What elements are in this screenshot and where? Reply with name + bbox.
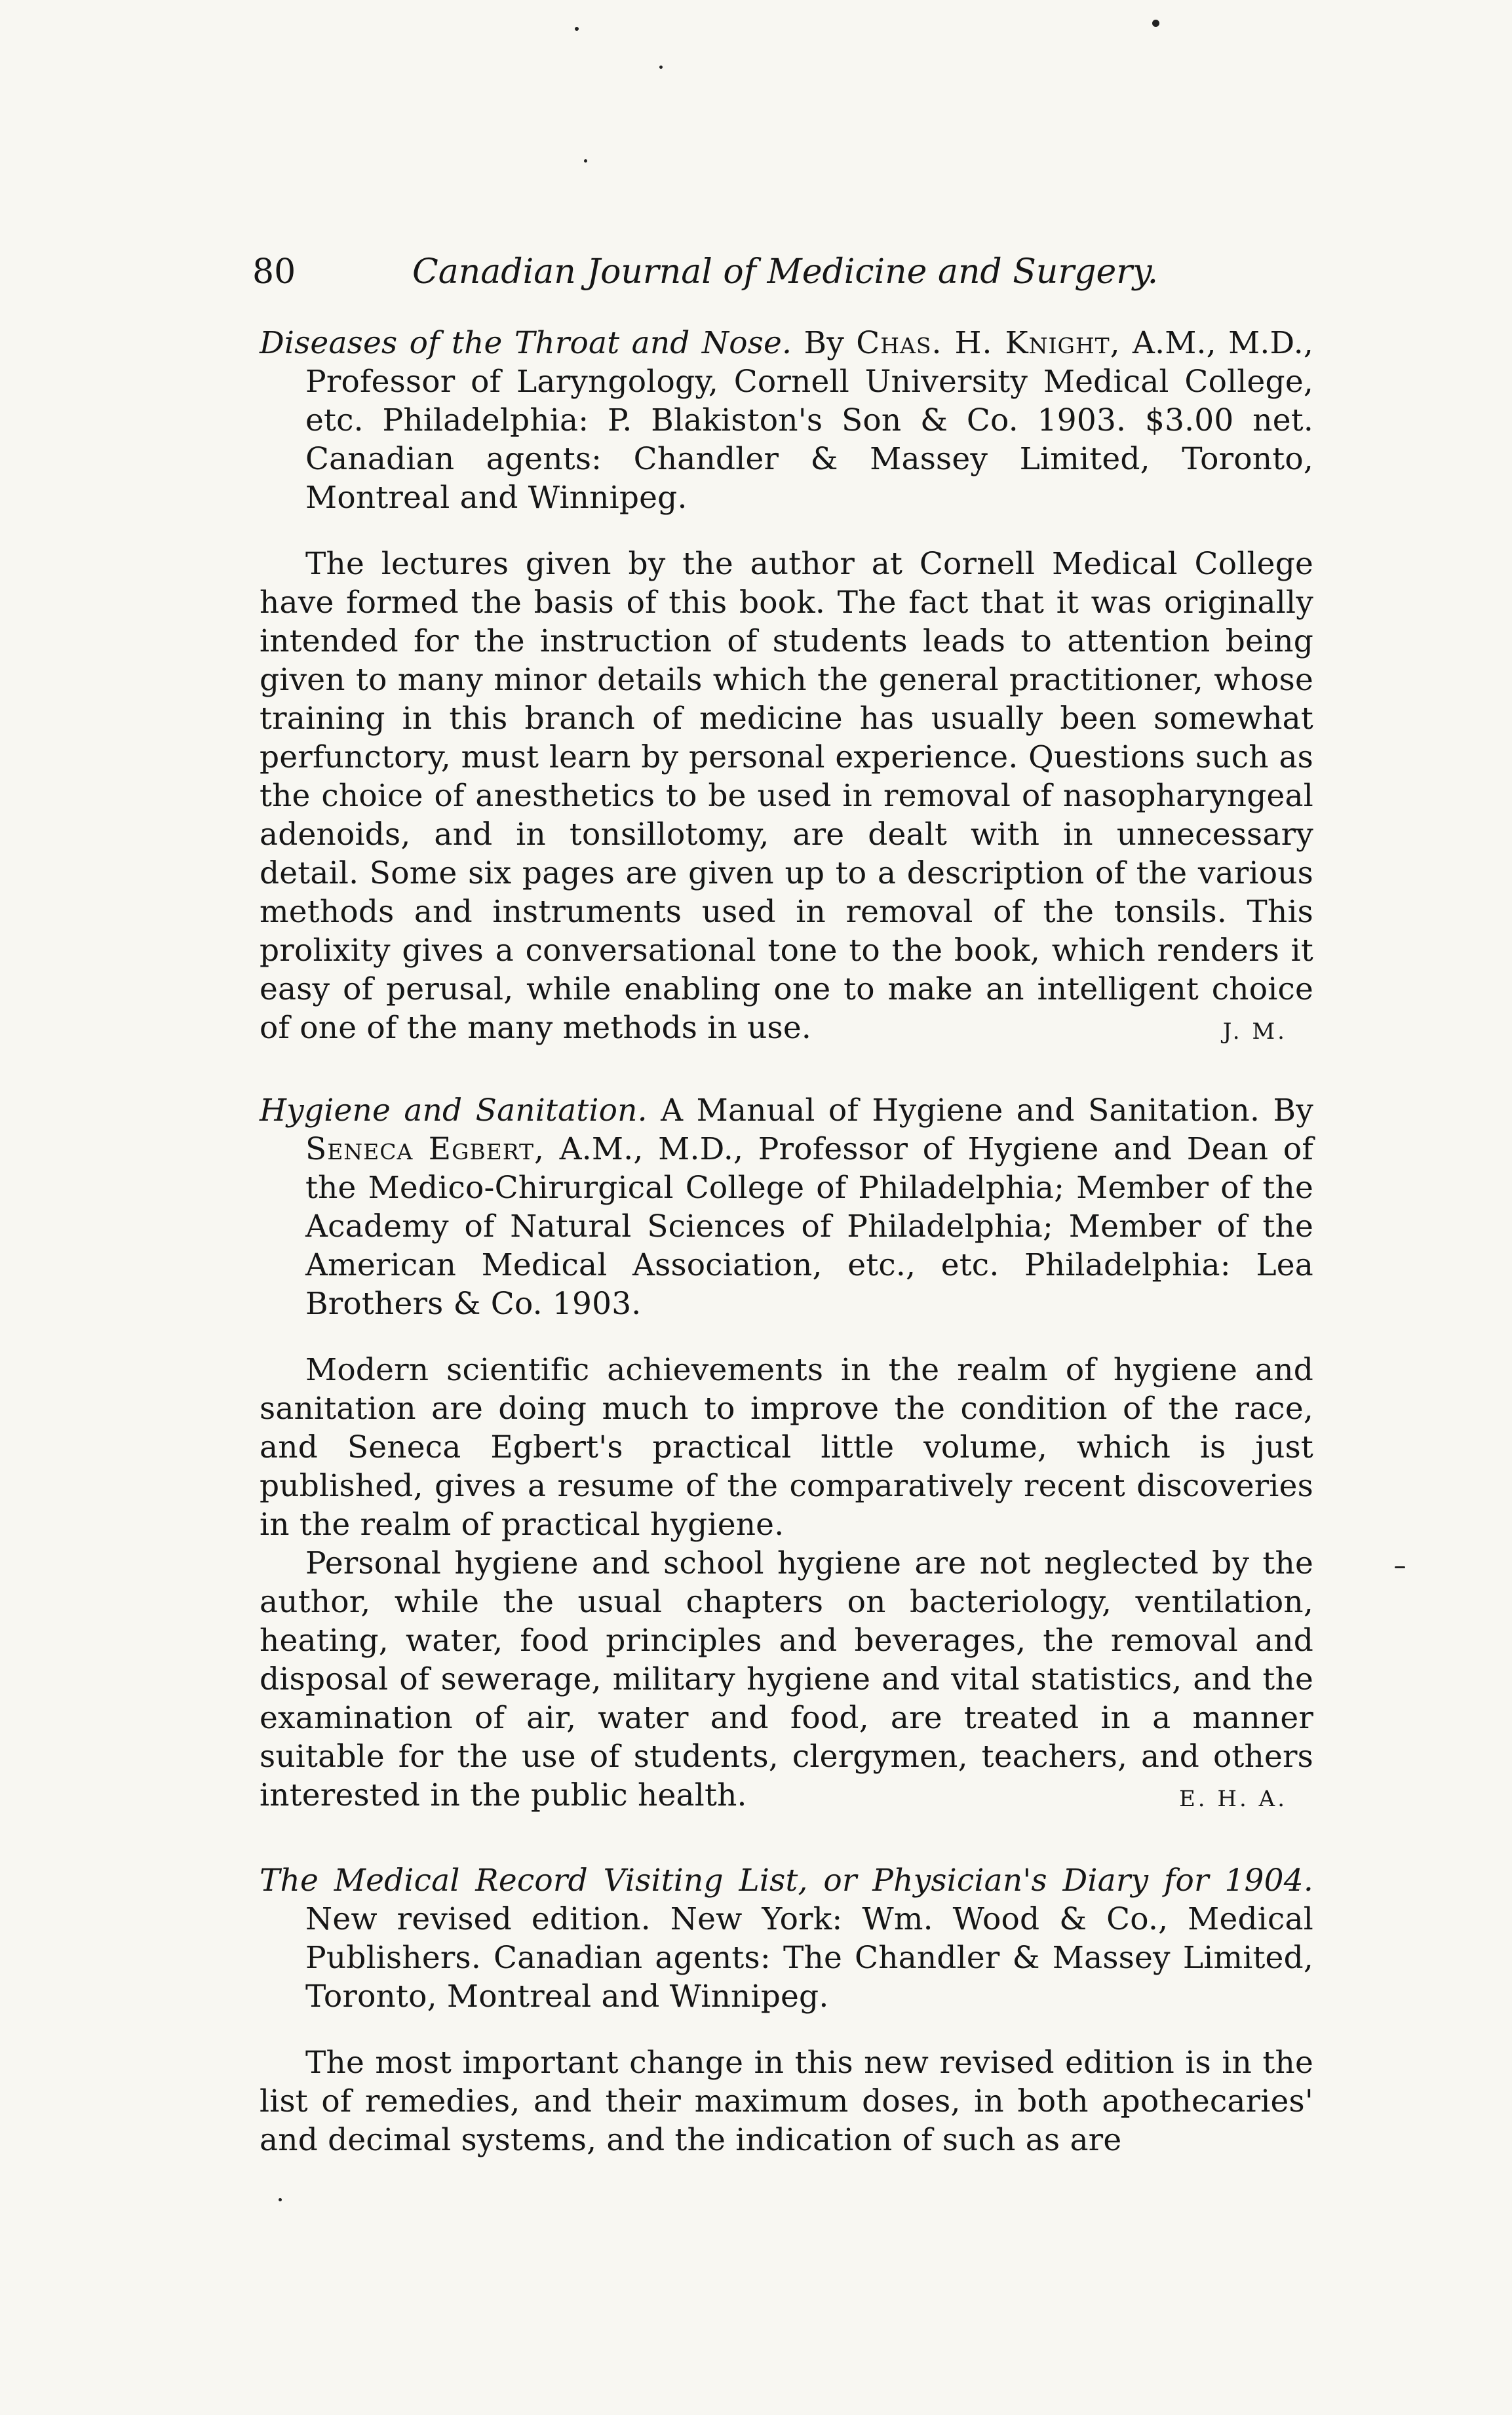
speck-mark xyxy=(1152,20,1159,27)
journal-title: Canadian Journal of Medicine and Surgery. xyxy=(412,252,1159,292)
speck-mark xyxy=(584,159,587,163)
review-paragraph: Personal hygiene and school hygiene are not neglected by the author, while the usual chapters on bacteriology, ventilation, heating, water, food principles and beverages, the removal and disposal of sewerage, military hygiene and vital statistics, and the examination of air, water and food, are treated in a manner suitable for the use of students, clergymen, teachers, and others interested in the public health. xyxy=(260,1545,1313,1813)
reviewer-initials: E. H. A. xyxy=(1178,1786,1287,1812)
citation-details: A.M., M.D., Professor of Hygiene and Dean of the Medico-Chirurgical College of Philadelphia; Member of the Academy of Natural Sciences of Philadelphia; Member of the American Medical Association, etc., etc. Philadelphia: Lea Brothers & Co. 1903. xyxy=(305,1131,1314,1322)
author-name: Seneca Egbert, xyxy=(305,1131,545,1167)
speck-mark xyxy=(575,27,579,31)
page-number: 80 xyxy=(252,252,296,292)
author-name: Chas. H. Knight, xyxy=(856,325,1121,361)
reviewer-initials: J. M. xyxy=(1222,1018,1287,1045)
citation xyxy=(260,324,1313,517)
review-entry xyxy=(260,324,1313,1051)
review-paragraph: The lectures given by the author at Cornell Medical College have formed the basis of this book. The fact that it was originally intended for the instruction of students leads to attention being given to many minor details which the general practitioner, whose training in this branch of medicine has usually been somewhat perfunctory, must learn by personal experience. Questions such as the choice of anesthetics to be used in removal of nasopharyngeal adenoids, and in tonsillotomy, are dealt with in unnecessary detail. Some six pages are given up to a description of the various methods and instruments used in removal of the tonsils. This prolixity gives a conversational tone to the book, which renders it easy of perusal, while enabling one to make an intelligent choice of one of the many methods in use. xyxy=(260,546,1313,1046)
speck-mark xyxy=(659,66,663,69)
review-entry xyxy=(260,1091,1313,1819)
speck-mark xyxy=(279,2198,282,2201)
book-title: Diseases of the Throat and Nose. xyxy=(260,325,792,361)
citation-lead: A Manual of Hygiene and Sanitation. By xyxy=(661,1092,1313,1129)
citation xyxy=(260,1861,1313,2016)
citation xyxy=(260,1091,1313,1323)
review-entry xyxy=(260,1861,1313,2159)
citation-details: New revised edition. New York: Wm. Wood & Co., Medical Publishers. Canadian agents: The Chandler & Massey Limited, Toronto, Montreal and Winnipeg. xyxy=(305,1901,1313,2015)
book-title: Hygiene and Sanitation. xyxy=(260,1092,648,1129)
review-paragraph: The most important change in this new revised edition is in the list of remedies, and their maximum doses, in both apothecaries' and decimal systems, and the indication of such as are xyxy=(260,2045,1313,2158)
speck-mark xyxy=(1395,1566,1405,1568)
citation-details: A.M., M.D., Professor of Laryngology, Cornell University Medical College, etc. Philadelphia: P. Blakiston's Son & Co. 1903. $3.00 net. Canadian agents: Chandler & Massey Limited, Toronto, Montreal and Winnipeg. xyxy=(305,325,1314,516)
book-title: The Medical Record Visiting List, or Physician's Diary for 1904. xyxy=(260,1863,1313,1899)
review-paragraph: Modern scientific achievements in the realm of hygiene and sanitation are doing much to improve the condition of the race, and Seneca Egbert's practical little volume, which is just published, gives a resume of the comparatively recent discoveries in the realm of practical hygiene. xyxy=(260,1352,1313,1543)
author-prefix: By xyxy=(804,325,844,361)
